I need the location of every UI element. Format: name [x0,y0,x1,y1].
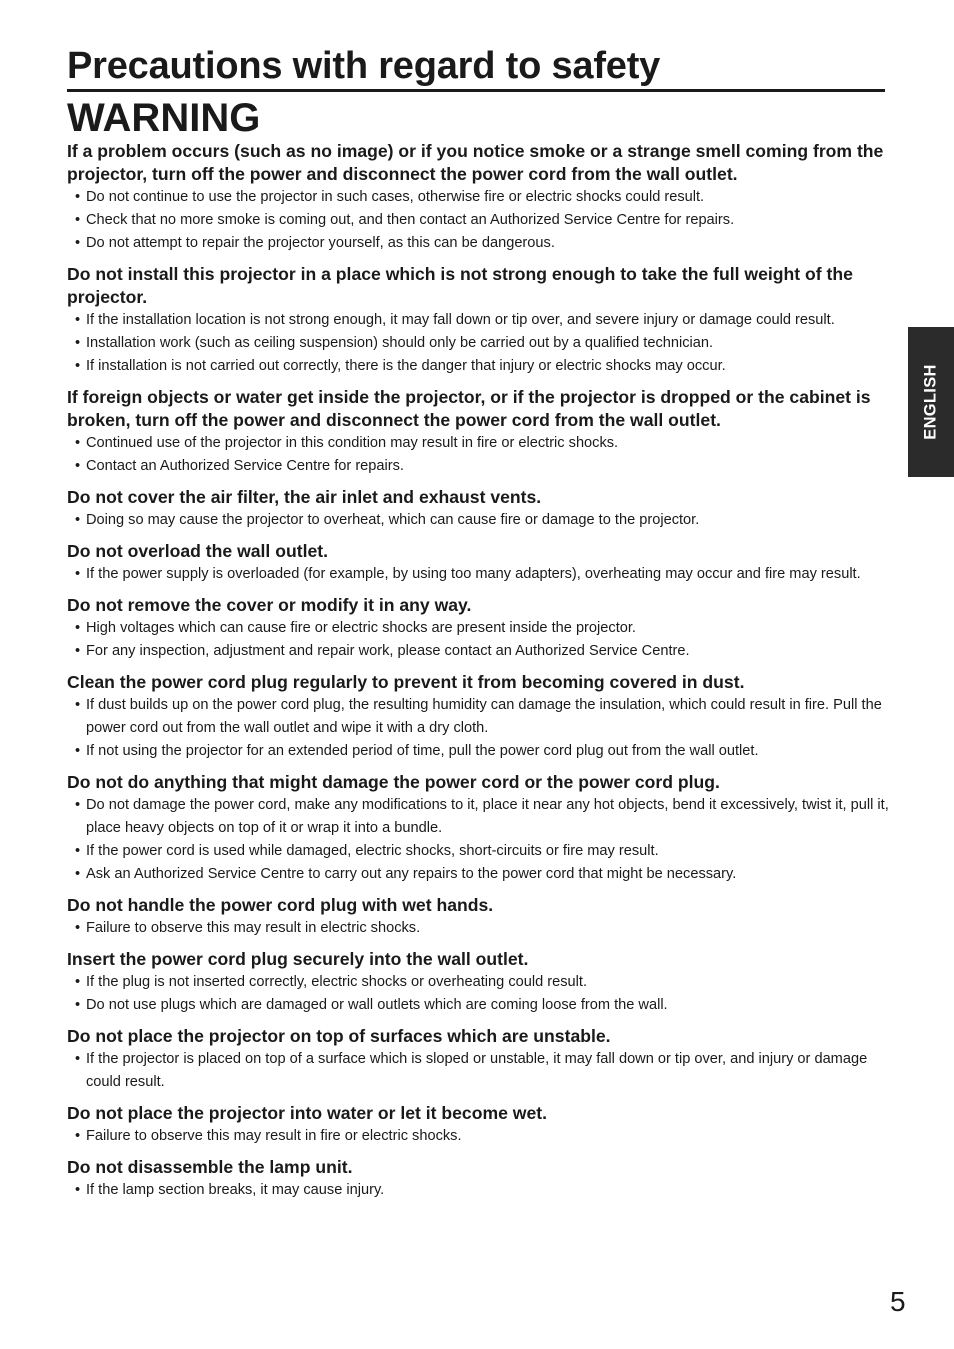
bullet-item [67,186,892,209]
bullet-list [67,794,892,886]
bullet-dot: • [75,235,81,251]
warning-section [67,771,892,886]
bullet-list [67,186,892,255]
section-heading: Do not remove the cover or modify it in any way. [67,595,472,615]
title-divider [67,89,885,92]
bullet-item [67,509,892,532]
section-heading: If a problem occurs (such as no image) or if you notice smoke or a strange smell coming from the projector, turn off the power and disconnect the power cord from the wall outlet. [67,141,884,184]
section-heading: Do not place the projector into water or let it become wet. [67,1103,547,1123]
bullet-text: Doing so may cause the projector to overheat, which can cause fire or damage to the projector. [86,512,700,528]
section-heading: Do not cover the air filter, the air inlet and exhaust vents. [67,487,542,507]
bullet-list [67,617,892,663]
bullet-dot: • [75,743,81,759]
bullet-dot: • [75,212,81,228]
bullet-text: Ask an Authorized Service Centre to carry out any repairs to the power cord that might be necessary. [86,866,737,882]
bullet-list [67,917,892,940]
section-heading: Do not place the projector on top of surfaces which are unstable. [67,1026,611,1046]
bullet-text: If the projector is placed on top of a surface which is sloped or unstable, it may fall down or tip over, and injury or damage could result. [86,1051,868,1090]
language-tab [908,327,954,477]
bullet-item [67,232,892,255]
bullet-item [67,332,892,355]
bullet-dot: • [75,335,81,351]
warning-section [67,263,892,378]
warning-section [67,671,892,763]
warning-section [67,594,892,663]
language-tab-label: ENGLISH [921,364,940,440]
bullet-item [67,617,892,640]
warning-section [67,1156,892,1202]
bullet-item [67,455,892,478]
bullet-text: Do not damage the power cord, make any modifications to it, place it near any hot objects, bend it excessively, twist it, pull it, place heavy objects on top of it or wrap it into a bundle. [86,797,889,836]
bullet-dot: • [75,358,81,374]
warning-section [67,1102,892,1148]
page-number: 5 [890,1286,906,1317]
page-title: Precautions with regard to safety [67,45,661,87]
bullet-item [67,209,892,232]
bullet-dot: • [75,843,81,859]
warning-section [67,486,892,532]
bullet-text: If dust builds up on the power cord plug, the resulting humidity can damage the insulation, which could result in fire. Pull the power cord out from the wall outlet and wipe it with a dry cloth. [86,697,882,736]
bullet-dot: • [75,997,81,1013]
bullet-item [67,740,892,763]
warning-section [67,1025,892,1094]
bullet-dot: • [75,1051,81,1067]
section-heading: Do not install this projector in a place which is not strong enough to take the full weight of the projector. [67,264,853,307]
section-heading: Do not do anything that might damage the power cord or the power cord plug. [67,772,720,792]
bullet-dot: • [75,1182,81,1198]
warning-section [67,140,892,255]
bullet-text: Check that no more smoke is coming out, and then contact an Authorized Service Centre for repairs. [86,212,735,228]
warning-section [67,540,892,586]
bullet-dot: • [75,697,81,713]
bullet-dot: • [75,435,81,451]
bullet-text: Contact an Authorized Service Centre for repairs. [86,458,404,474]
bullet-item [67,917,892,940]
bullet-item [67,355,892,378]
bullet-item [67,1179,892,1202]
bullet-text: If the installation location is not strong enough, it may fall down or tip over, and severe injury or damage could result. [86,312,835,328]
section-heading: Do not handle the power cord plug with wet hands. [67,895,494,915]
bullet-dot: • [75,458,81,474]
bullet-dot: • [75,920,81,936]
section-heading: Do not disassemble the lamp unit. [67,1157,353,1177]
bullet-item [67,1048,892,1094]
bullet-text: Do not use plugs which are damaged or wall outlets which are coming loose from the wall. [86,997,668,1013]
bullet-dot: • [75,797,81,813]
bullet-text: Do not attempt to repair the projector yourself, as this can be dangerous. [86,235,555,251]
warning-list [67,140,892,1210]
bullet-dot: • [75,620,81,636]
bullet-text: Installation work (such as ceiling suspension) should only be carried out by a qualified technician. [86,335,714,351]
bullet-dot: • [75,643,81,659]
bullet-text: If the power cord is used while damaged, electric shocks, short-circuits or fire may result. [86,843,659,859]
section-heading: Do not overload the wall outlet. [67,541,328,561]
bullet-text: If the plug is not inserted correctly, electric shocks or overheating could result. [86,974,588,990]
bullet-item [67,563,892,586]
bullet-text: Failure to observe this may result in fire or electric shocks. [86,1128,462,1144]
bullet-text: If installation is not carried out correctly, there is the danger that injury or electric shocks may occur. [86,358,726,374]
bullet-text: For any inspection, adjustment and repair work, please contact an Authorized Service Centre. [86,643,690,659]
bullet-item [67,994,892,1017]
bullet-text: If the lamp section breaks, it may cause injury. [86,1182,385,1198]
bullet-text: Failure to observe this may result in electric shocks. [86,920,421,936]
bullet-item [67,432,892,455]
bullet-text: If not using the projector for an extended period of time, pull the power cord plug out from the wall outlet. [86,743,759,759]
bullet-list [67,309,892,378]
section-heading: Insert the power cord plug securely into the wall outlet. [67,949,529,969]
bullet-list [67,509,892,532]
bullet-dot: • [75,1128,81,1144]
bullet-item [67,694,892,740]
bullet-dot: • [75,866,81,882]
bullet-list [67,1179,892,1202]
bullet-dot: • [75,512,81,528]
bullet-item [67,840,892,863]
bullet-item [67,971,892,994]
bullet-text: Continued use of the projector in this condition may result in fire or electric shocks. [86,435,619,451]
bullet-dot: • [75,312,81,328]
bullet-item [67,794,892,840]
warning-section [67,948,892,1017]
bullet-dot: • [75,974,81,990]
bullet-item [67,863,892,886]
bullet-dot: • [75,566,81,582]
bullet-item [67,309,892,332]
warning-section [67,894,892,940]
bullet-list [67,563,892,586]
section-heading: If foreign objects or water get inside the projector, or if the projector is dropped or the cabinet is broken, turn off the power and disconnect the power cord from the wall outlet. [67,387,871,430]
bullet-text: Do not continue to use the projector in such cases, otherwise fire or electric shocks could result. [86,189,705,205]
warning-section [67,386,892,478]
bullet-list [67,1048,892,1094]
bullet-text: If the power supply is overloaded (for example, by using too many adapters), overheating may occur and fire may result. [86,566,861,582]
bullet-dot: • [75,189,81,205]
bullet-list [67,694,892,763]
bullet-list [67,432,892,478]
warning-heading: WARNING [67,96,261,140]
bullet-item [67,640,892,663]
bullet-text: High voltages which can cause fire or electric shocks are present inside the projector. [86,620,636,636]
bullet-list [67,971,892,1017]
bullet-item [67,1125,892,1148]
section-heading: Clean the power cord plug regularly to prevent it from becoming covered in dust. [67,672,745,692]
bullet-list [67,1125,892,1148]
